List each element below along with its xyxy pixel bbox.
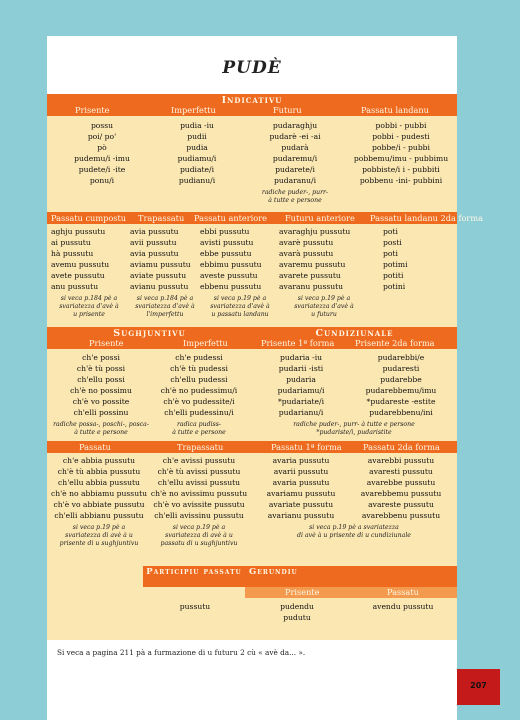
gerundiu-headers xyxy=(245,587,457,598)
note-line: svariatezza d'avè à xyxy=(294,303,354,310)
form: ch'è no possimu xyxy=(70,385,132,395)
form: poi/ po' xyxy=(87,131,117,141)
header-sugh-imperfettu: Imperfettu xyxy=(183,338,228,348)
form: avarete pussutu xyxy=(279,270,341,280)
trapassatu-list xyxy=(130,227,200,292)
note-line: si veca p.19 pè a xyxy=(172,524,226,531)
form: ch'ellu possi xyxy=(77,374,125,384)
form: pudariamu/i xyxy=(277,385,325,395)
form: ch'è no avissimu pussutu xyxy=(150,488,248,498)
note-line: l'imperfettu xyxy=(146,311,184,318)
form: pudarebbi/e xyxy=(377,353,425,362)
note-line: à tutte e persone xyxy=(172,429,226,436)
form: pudaresti xyxy=(382,363,420,373)
header-sugh-prisente: Prisente xyxy=(89,338,124,348)
note-line: si veca p.184 pè a xyxy=(136,295,194,302)
header-passatu-anteriore: Passatu anteriore xyxy=(194,213,267,223)
conjugation-table xyxy=(47,94,483,640)
form: avariate pussutu xyxy=(268,499,334,509)
form: avisti pussutu xyxy=(200,237,254,247)
form: avia pussutu xyxy=(130,227,179,236)
header-passatu: Passatu xyxy=(79,442,111,452)
note-line: u prisente xyxy=(73,311,105,318)
form: pudaremu/i xyxy=(272,153,318,163)
indicativu-prisente-list xyxy=(57,121,147,186)
note-line: radiche puder-, purr- à tutte e persone xyxy=(293,421,415,428)
gerundiu-band xyxy=(245,566,457,587)
form: *pudariate/i xyxy=(277,396,325,406)
header-trapassatu: Trapassatu xyxy=(138,213,185,223)
form: pudarà xyxy=(281,142,309,152)
form: ch'è tù avissi pussutu xyxy=(157,466,241,476)
header-landanu-2da: Passatu landanu 2da forma xyxy=(370,213,483,223)
form: avaresti pussutu xyxy=(369,466,433,476)
form: pudarete/i xyxy=(275,164,315,174)
compound-band xyxy=(47,212,483,224)
note-cundiziunale xyxy=(253,421,455,437)
note-line: radiche puder-, purr- xyxy=(261,189,329,196)
form: avaraghju pussutu xyxy=(279,227,351,236)
form: potini xyxy=(383,281,406,291)
form: pudiamu/i xyxy=(177,153,217,163)
form: avaremu pussutu xyxy=(279,259,346,269)
form: ch'è vo abbiate pussutu xyxy=(53,499,145,509)
indicativu-band xyxy=(47,94,457,116)
form: avareste pussutu xyxy=(368,499,434,509)
form: avemu pussutu xyxy=(51,259,110,269)
form: pobbi - pudesti xyxy=(372,131,430,141)
gerundiu-prisente-list xyxy=(247,602,347,624)
sugh-prisente-list xyxy=(51,353,151,418)
form: pudia xyxy=(186,142,208,152)
form: anu pussutu xyxy=(51,281,99,291)
note-line: svariatezza d'avè à xyxy=(59,303,119,310)
form: ch'e avissi pussutu xyxy=(162,456,236,465)
form: pussutu xyxy=(179,602,211,611)
form: posti xyxy=(383,237,402,247)
form: pudarè -ei -ai xyxy=(269,131,321,141)
form: ai pussutu xyxy=(51,237,91,247)
header-passatu2: Passatu 2da forma xyxy=(363,442,440,452)
form: pudendu xyxy=(280,602,314,611)
form: pudete/i -ite xyxy=(78,164,126,174)
header-cund-prisente1: Prisente 1ª forma xyxy=(261,338,335,348)
form: pudaranu/i xyxy=(273,175,317,185)
note-line: radiche possa-, poschi-, posca- xyxy=(53,421,149,428)
form: avete pussutu xyxy=(51,270,105,280)
form: ch'è vo pudessite/i xyxy=(163,396,235,406)
form: avia pussutu xyxy=(130,248,179,258)
form: ch'è tù possi xyxy=(76,363,126,373)
form: avarebbe pussutu xyxy=(366,477,436,487)
compound2-band xyxy=(47,441,457,453)
page-number: 207 xyxy=(457,669,500,705)
cundiziunale-title: Cundiziunale xyxy=(315,328,394,339)
form: ch'e abbia pussutu xyxy=(62,456,136,465)
note-sugh-trapassatu xyxy=(147,524,251,548)
indicativu-futuru-list xyxy=(245,121,345,186)
form: pobbemu/imu - pubbimu xyxy=(353,153,449,163)
form: ch'e pudessi xyxy=(175,353,223,362)
sugh-trapassatu-list xyxy=(147,456,251,521)
form: pudarebbe xyxy=(380,374,422,384)
note-line: *pudariste/i, pudaristite xyxy=(316,429,392,436)
form: *pudareste -estite xyxy=(366,396,436,406)
form: ch'è no abbiamu pussutu xyxy=(50,488,148,498)
form: avarebbi pussutu xyxy=(367,456,435,465)
form: potimi xyxy=(383,259,408,269)
indicativu-imperfettu-list xyxy=(152,121,242,186)
note-line: à tutte e persone xyxy=(74,429,128,436)
cund-prisente1-list xyxy=(253,353,349,418)
note-sugh-prisente xyxy=(49,421,153,437)
form: avarianu pussutu xyxy=(267,510,335,520)
note-passatu-cumpostu xyxy=(49,295,129,319)
form: avaria pussutu xyxy=(272,456,330,465)
form: ch'ellu avissi pussutu xyxy=(157,477,241,487)
note-line: passatu di u sughjuntivu xyxy=(160,540,238,547)
form: avariamu pussutu xyxy=(266,488,336,498)
cund-prisente2-list xyxy=(347,353,455,418)
note-line: si veca p.19 pè a svariatezza xyxy=(309,524,399,531)
form: avarebbemu pussutu xyxy=(360,488,442,498)
form: pudaria -iu xyxy=(279,353,323,362)
note-trapassatu xyxy=(127,295,203,319)
header-imperfettu: Imperfettu xyxy=(171,105,216,115)
sugh-passatu-list xyxy=(49,456,149,521)
indicativu-title: Indicativu xyxy=(221,95,283,106)
form: pobbi - pubbi xyxy=(375,121,427,130)
form: ch'e possi xyxy=(82,353,120,362)
form: possu xyxy=(90,121,114,130)
form: pudaraghju xyxy=(272,121,318,130)
note-line: si veca p.19 pè a xyxy=(72,524,126,531)
header-passatu-landanu: Passatu landanu xyxy=(361,105,429,115)
note-line: radica pudiss- xyxy=(176,421,222,428)
cund-passatu2-list xyxy=(347,456,455,521)
participiu-value xyxy=(147,602,243,613)
gerundiu-passatu-list xyxy=(351,602,455,613)
form: aviamu pussutu xyxy=(130,259,191,269)
header-gerundiu-prisente: Prisente xyxy=(285,587,320,597)
form: ch'è no pudessimu/i xyxy=(160,385,238,395)
footer-note: Si veca a pagina 211 pà a furmazione di u futuru 2 cù « avè da... ». xyxy=(57,648,306,657)
note-futuru-anteriore xyxy=(281,295,367,319)
form: pudutu xyxy=(283,612,311,622)
form: ebbi pussutu xyxy=(200,227,250,236)
note-passatu-anteriore xyxy=(200,295,280,319)
participiu-band xyxy=(143,566,245,587)
form: ch'ellu abbia pussutu xyxy=(58,477,140,487)
note-line: si veca p.19 pè a xyxy=(213,295,267,302)
note-line: u futuru xyxy=(311,311,337,318)
form: pudemu/i -imu xyxy=(74,153,130,163)
header-prisente: Prisente xyxy=(75,105,110,115)
form: ch'ellu pudessi xyxy=(170,374,228,384)
form: avendu pussutu xyxy=(372,602,434,611)
form: avarebbenu pussutu xyxy=(361,510,441,520)
header-futuru-anteriore: Futuru anteriore xyxy=(285,213,355,223)
form: avaranu pussutu xyxy=(279,281,344,291)
form: poti xyxy=(383,248,398,258)
form: ebbe pussutu xyxy=(200,248,252,258)
form: ch'elli possinu xyxy=(73,407,129,417)
form: ch'è tù pudessi xyxy=(170,363,228,373)
form: aghju pussutu xyxy=(51,227,106,236)
futuru-anteriore-list xyxy=(279,227,369,292)
note-line: svariatezza di avè à u xyxy=(65,532,133,539)
form: potiti xyxy=(383,270,404,280)
form: ch'è tù abbia pussutu xyxy=(57,466,141,476)
form: pudii xyxy=(187,131,207,141)
header-gerundiu-passatu: Passatu xyxy=(387,587,419,597)
form: pò xyxy=(97,142,107,152)
note-line: si veca p.184 pè a xyxy=(60,295,118,302)
form: pudarii -isti xyxy=(278,363,324,373)
form: pudianu/i xyxy=(178,175,216,185)
form: pudarebbemu/imu xyxy=(365,385,437,395)
form: ch'elli pudessinu/i xyxy=(164,407,234,417)
participiu-title: Participiu passatu xyxy=(146,567,242,577)
note-line: svariatezza di avè à u xyxy=(165,532,233,539)
landanu-2da-list xyxy=(383,227,443,292)
form: poti xyxy=(383,227,398,236)
note-sugh-imperfettu xyxy=(147,421,251,437)
indicativu-passatu-landanu-list xyxy=(347,121,455,186)
form: pudia -iu xyxy=(180,121,214,130)
form: aveste pussutu xyxy=(200,270,258,280)
form: ebbimu pussutu xyxy=(200,259,262,269)
note-line: prisente di u sughjuntivu xyxy=(59,540,139,547)
form: ch'è vo possite xyxy=(72,396,130,406)
form: avarii pussutu xyxy=(273,466,329,476)
form: avaria pussutu xyxy=(272,477,330,487)
note-line: svariatezza d'avè à xyxy=(210,303,270,310)
form: aviate pussutu xyxy=(130,270,187,280)
note-line: si veca p.19 pè a xyxy=(297,295,351,302)
note-cund-passatu xyxy=(253,524,455,540)
form: ebbenu pussutu xyxy=(200,281,262,291)
note-sugh-passatu xyxy=(49,524,149,548)
note-line: di avè à u prisente di u cundiziunale xyxy=(297,532,411,539)
sughjuntivu-band xyxy=(47,327,457,349)
header-cund-prisente2: Prisente 2da forma xyxy=(355,338,435,348)
header-passatu1: Passatu 1ª forma xyxy=(271,442,342,452)
form: avarà pussutu xyxy=(279,248,334,258)
form: pudarebbenu/ini xyxy=(369,407,433,417)
header-passatu-cumpostu: Passatu cumpostu xyxy=(51,213,127,223)
sughjuntivu-title: Sughjuntivu xyxy=(113,328,186,339)
form: pobbe/i - pubbi xyxy=(372,142,430,152)
futuru-radiche-note xyxy=(245,189,345,205)
passatu-cumpostu-list xyxy=(51,227,135,292)
note-line: u passatu landanu xyxy=(211,311,269,318)
form: avii pussutu xyxy=(130,237,177,247)
form: pobbenu -ini- pubbini xyxy=(359,175,443,185)
note-line: svariatezza d'avè à xyxy=(135,303,195,310)
header-trapassatu2: Trapassatu xyxy=(177,442,224,452)
form: pudarianu/i xyxy=(278,407,324,417)
form: pobbiste/i i - pubbiti xyxy=(362,164,440,174)
form: ch'è vo avissite pussutu xyxy=(153,499,245,509)
note-line: à tutte e persone xyxy=(268,197,322,204)
form: avianu pussutu xyxy=(130,281,189,291)
form: ch'elli abbianu pussutu xyxy=(54,510,144,520)
passatu-anteriore-list xyxy=(200,227,280,292)
form: ch'elli avissinu pussutu xyxy=(154,510,244,520)
form: hà pussutu xyxy=(51,248,94,258)
header-futuru: Futuru xyxy=(273,105,302,115)
form: pudaria xyxy=(286,374,316,384)
form: pudiate/i xyxy=(179,164,215,174)
sugh-imperfettu-list xyxy=(147,353,251,418)
form: avarè pussutu xyxy=(279,237,334,247)
page-title: PUDÈ xyxy=(222,58,282,78)
form: ponu/i xyxy=(89,175,115,185)
cund-passatu1-list xyxy=(253,456,349,521)
gerundiu-title: Gerundiu xyxy=(249,567,298,577)
